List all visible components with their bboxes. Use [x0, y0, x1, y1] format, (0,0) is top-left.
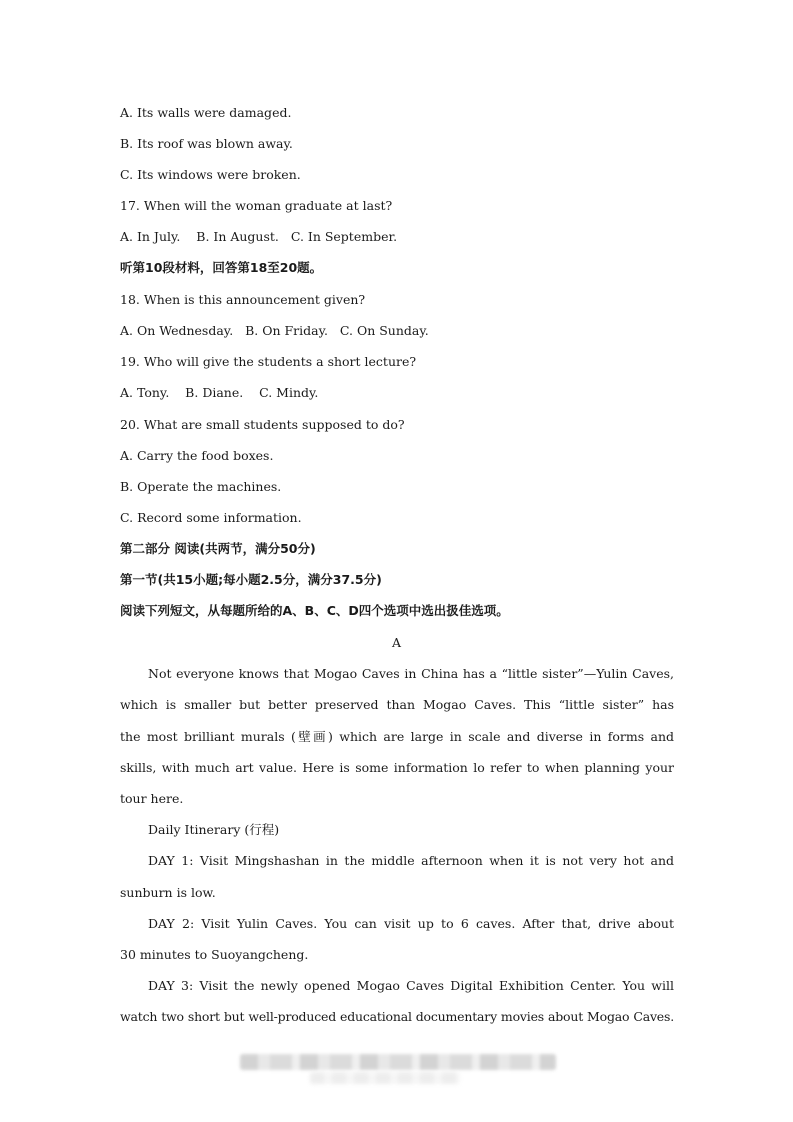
q17-stem: 17. When will the woman graduate at last?: [120, 198, 393, 213]
day3-line2: watch two short but well-produced educational documentary movies about Mogao Caves.: [120, 1009, 674, 1024]
q20-stem: 20. What are small students supposed to do?: [120, 417, 405, 432]
q20-option-c: C. Record some information.: [120, 510, 302, 525]
day1-line1: DAY 1: Visit Mingshashan in the middle afternoon when it is not very hot and: [148, 853, 674, 868]
q17-options: A. In July. B. In August. C. In September.: [120, 229, 398, 244]
passage-p1-line5: tour here.: [120, 791, 184, 806]
passage-p1-line2: which is smaller but better preserved than Mogao Caves. This “little sister” has: [120, 697, 674, 712]
part2-heading: 第二部分 阅读(共两节，满分50分): [120, 541, 316, 556]
q19-options: A. Tony. B. Diane. C. Mindy.: [120, 385, 319, 400]
part2-section1: 第一节(共15小题;每小题2.5分，满分37.5分): [120, 572, 382, 587]
day3-line1: DAY 3: Visit the newly opened Mogao Caves Digital Exhibition Center. You will: [148, 978, 674, 993]
q19-stem: 19. Who will give the students a short lecture?: [120, 354, 417, 369]
blurred-footer-watermark-secondary: [310, 1072, 460, 1084]
part2-instruction: 阅读下列短文，从每题所给的A、B、C、D四个选项中选出扱佳选项。: [120, 603, 509, 618]
q20-option-b: B. Operate the machines.: [120, 479, 282, 494]
section10-instruction: 听第10段材料，回答第18至20题。: [120, 260, 323, 275]
passage-label: A: [391, 635, 402, 650]
passage-p1-line3: the most brilliant murals (壁画) which are large in scale and diverse in forms and: [120, 729, 674, 744]
day2-line1: DAY 2: Visit Yulin Caves. You can visit up to 6 caves. After that, drive about: [148, 916, 674, 931]
q18-stem: 18. When is this announcement given?: [120, 292, 366, 307]
q16-option-c: C. Its windows were broken.: [120, 167, 301, 182]
q20-option-a: A. Carry the food boxes.: [120, 448, 274, 463]
passage-p1-line1: Not everyone knows that Mogao Caves in China has a “little sister”—Yulin Caves,: [148, 666, 674, 681]
q16-option-a: A. Its walls were damaged.: [120, 105, 292, 120]
day2-line2: 30 minutes to Suoyangcheng.: [120, 947, 309, 962]
q16-option-b: B. Its roof was blown away.: [120, 136, 293, 151]
q18-options: A. On Wednesday. B. On Friday. C. On Sunday.: [120, 323, 429, 338]
passage-p1-line4: skills, with much art value. Here is some information lo refer to when planning your: [120, 760, 674, 775]
day1-line2: sunburn is low.: [120, 885, 216, 900]
itinerary-title: Daily Itinerary (行程): [148, 822, 280, 837]
blurred-footer-watermark: [240, 1054, 556, 1070]
